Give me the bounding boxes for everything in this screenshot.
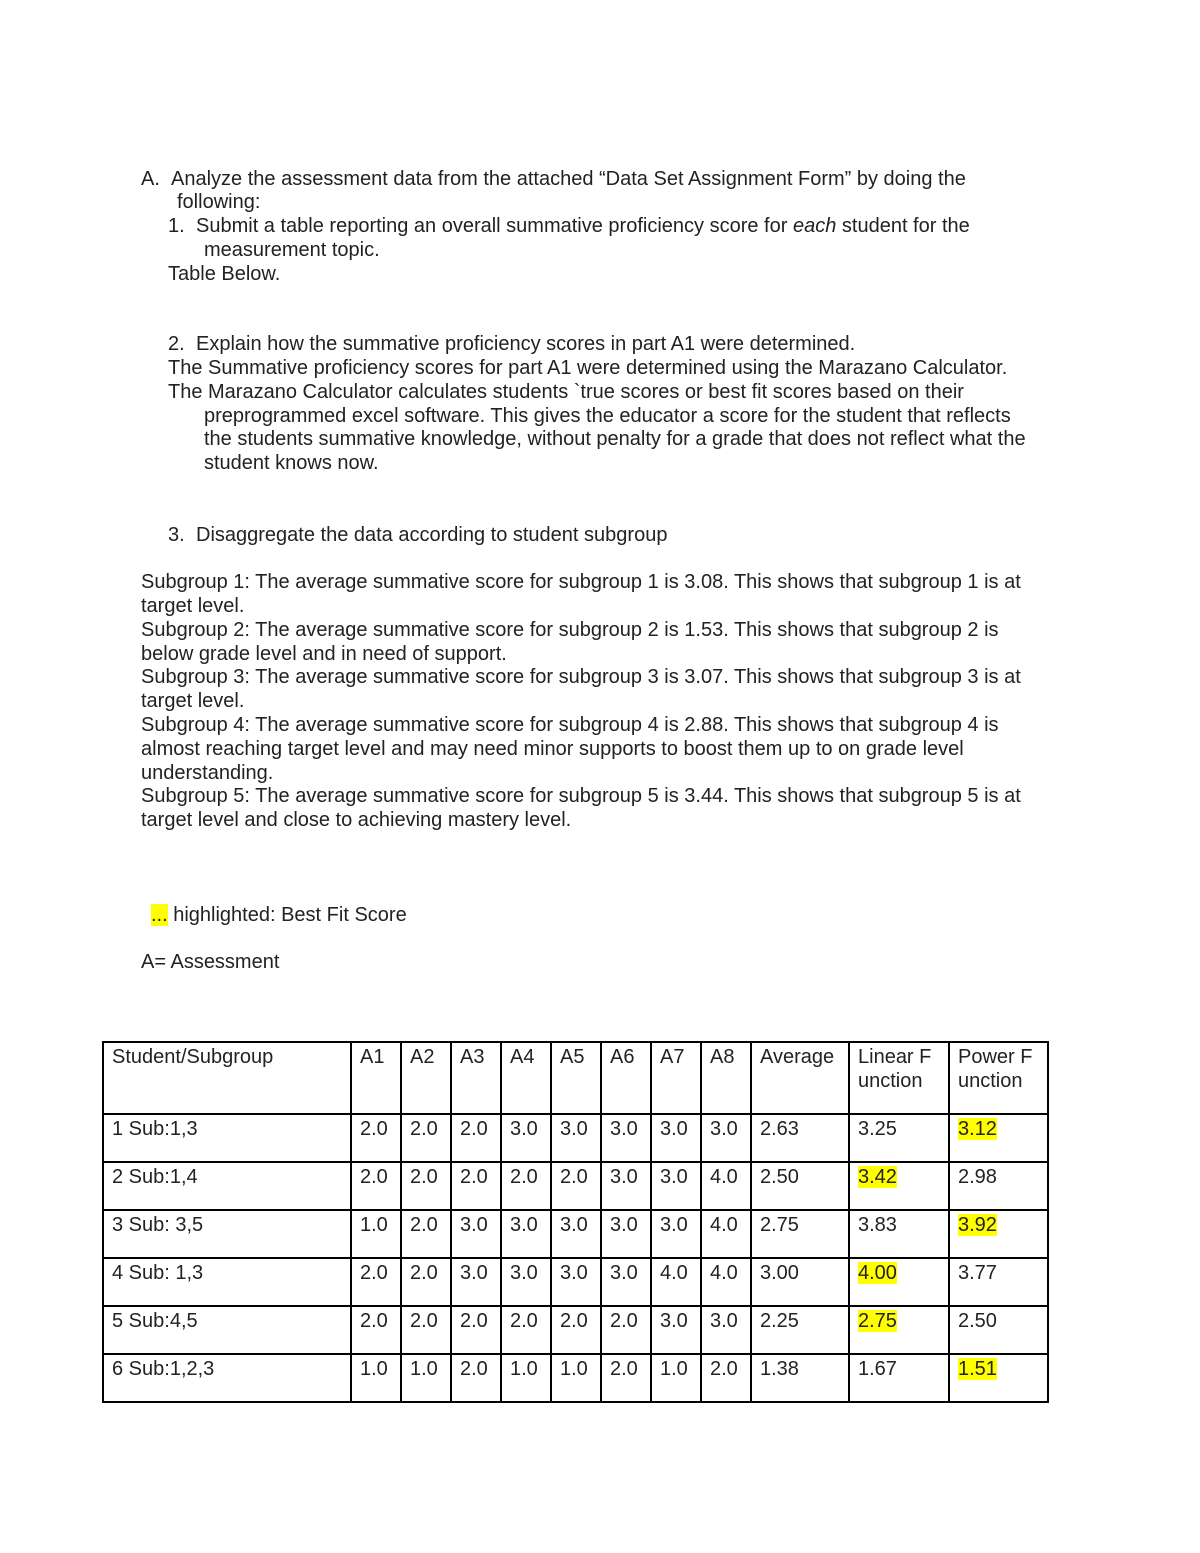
power-function-cell-value: 2.50 <box>958 1310 997 1332</box>
assessment-score-cell-value: 2.0 <box>560 1166 588 1188</box>
assessment-score-cell <box>551 1258 601 1306</box>
assessment-score-cell-value: 3.0 <box>610 1166 638 1188</box>
assessment-score-cell <box>601 1306 651 1354</box>
power-function-cell-value: 2.98 <box>958 1166 997 1188</box>
table-row <box>103 1114 1048 1162</box>
table-header-cell: A4 <box>501 1042 551 1114</box>
assessment-score-cell <box>501 1354 551 1402</box>
power-function-cell <box>949 1354 1048 1402</box>
assessment-score-cell <box>601 1258 651 1306</box>
assessment-score-cell <box>501 1162 551 1210</box>
assessment-score-cell-value: 2.0 <box>460 1166 488 1188</box>
assessment-score-cell <box>651 1162 701 1210</box>
assessment-score-cell-value: 3.0 <box>560 1262 588 1284</box>
student-cell-value: 4 Sub: 1,3 <box>112 1262 204 1284</box>
assessment-score-cell-value: 2.0 <box>360 1310 388 1332</box>
item3-question: Disaggregate the data according to student subgroup <box>196 524 668 546</box>
assessment-score-cell <box>351 1306 401 1354</box>
student-cell-value: 6 Sub:1,2,3 <box>112 1358 215 1380</box>
assessment-score-cell-value: 3.0 <box>510 1262 538 1284</box>
item1-number: 1. <box>168 215 185 237</box>
scores-table <box>102 1041 1049 1403</box>
assessment-score-cell <box>651 1114 701 1162</box>
student-cell <box>103 1162 351 1210</box>
item2-number: 2. <box>168 333 185 355</box>
table-header-cell: Power Function <box>949 1042 1048 1114</box>
linear-function-cell <box>849 1258 949 1306</box>
average-cell <box>751 1258 849 1306</box>
assessment-score-cell-value: 2.0 <box>710 1358 738 1380</box>
table-header-cell: A7 <box>651 1042 701 1114</box>
table-row <box>103 1162 1048 1210</box>
assessment-score-cell <box>351 1354 401 1402</box>
assessment-score-cell <box>701 1210 751 1258</box>
subgroup1-line1: Subgroup 1: The average summative score for subgroup 1 is 3.08. This shows that subgroup 1 is at <box>141 571 1021 593</box>
assessment-score-cell-value: 1.0 <box>510 1358 538 1380</box>
assessment-score-cell-value: 3.0 <box>460 1262 488 1284</box>
assessment-score-cell <box>351 1162 401 1210</box>
table-row <box>103 1306 1048 1354</box>
table-row <box>103 1210 1048 1258</box>
power-function-cell-value: 3.12 <box>958 1118 997 1140</box>
average-cell-value: 1.38 <box>760 1358 799 1380</box>
assessment-score-cell-value: 2.0 <box>360 1118 388 1140</box>
power-function-cell-value: 3.77 <box>958 1262 997 1284</box>
linear-function-cell-value: 3.42 <box>858 1166 897 1188</box>
assessment-score-cell <box>701 1258 751 1306</box>
assessment-score-cell <box>401 1162 451 1210</box>
assessment-score-cell <box>601 1354 651 1402</box>
assessment-score-cell <box>701 1114 751 1162</box>
average-cell-value: 2.63 <box>760 1118 799 1140</box>
item1-line1 <box>196 214 970 238</box>
table-row <box>103 1354 1048 1402</box>
linear-function-cell <box>849 1114 949 1162</box>
student-cell-value: 2 Sub:1,4 <box>112 1166 198 1188</box>
assessment-score-cell-value: 2.0 <box>560 1310 588 1332</box>
item1-emphasis: each <box>792 215 837 237</box>
assessment-score-cell-value: 3.0 <box>660 1166 688 1188</box>
assessment-score-cell <box>501 1258 551 1306</box>
assessment-score-cell <box>551 1114 601 1162</box>
assessment-score-cell <box>651 1306 701 1354</box>
assessment-score-cell <box>401 1114 451 1162</box>
table-header-cell: A8 <box>701 1042 751 1114</box>
linear-function-cell-value: 3.83 <box>858 1214 897 1236</box>
assessment-score-cell <box>401 1354 451 1402</box>
assessment-score-cell <box>651 1354 701 1402</box>
assessment-score-cell-value: 3.0 <box>460 1214 488 1236</box>
assessment-score-cell <box>451 1258 501 1306</box>
assessment-score-cell <box>601 1210 651 1258</box>
assessment-score-cell-value: 2.0 <box>410 1310 438 1332</box>
assessment-score-cell-value: 3.0 <box>660 1214 688 1236</box>
linear-function-cell-value: 1.67 <box>858 1358 897 1380</box>
student-cell <box>103 1258 351 1306</box>
assessment-score-cell-value: 3.0 <box>660 1310 688 1332</box>
assessment-score-cell <box>651 1258 701 1306</box>
item2-answer-line4: the students summative knowledge, without penalty for a grade that does not reflect what the <box>204 428 1026 450</box>
assessment-score-cell-value: 3.0 <box>510 1214 538 1236</box>
student-cell-value: 1 Sub:1,3 <box>112 1118 198 1140</box>
item2-question: Explain how the summative proficiency scores in part A1 were determined. <box>196 333 856 355</box>
assessment-score-cell-value: 4.0 <box>710 1262 738 1284</box>
assessment-score-cell <box>451 1114 501 1162</box>
average-cell <box>751 1354 849 1402</box>
assessment-score-cell-value: 3.0 <box>710 1118 738 1140</box>
average-cell <box>751 1306 849 1354</box>
subgroup1-line2: target level. <box>141 595 245 617</box>
item3-number: 3. <box>168 524 185 546</box>
table-header-cell: Student/Subgroup <box>103 1042 351 1114</box>
item2-answer-line2: The Marazano Calculator calculates students `true scores or best fit scores based on their <box>168 381 964 403</box>
average-cell-value: 2.75 <box>760 1214 799 1236</box>
average-cell <box>751 1210 849 1258</box>
assessment-score-cell-value: 2.0 <box>410 1166 438 1188</box>
assessment-score-cell <box>501 1114 551 1162</box>
assessment-score-cell-value: 2.0 <box>460 1118 488 1140</box>
power-function-cell-value: 1.51 <box>958 1358 997 1380</box>
linear-function-cell <box>849 1210 949 1258</box>
assessment-score-cell-value: 1.0 <box>360 1214 388 1236</box>
assessment-score-cell <box>551 1210 601 1258</box>
linear-function-cell-value: 2.75 <box>858 1310 897 1332</box>
student-cell-value: 3 Sub: 3,5 <box>112 1214 204 1236</box>
assessment-score-cell <box>401 1210 451 1258</box>
assessment-score-cell-value: 3.0 <box>660 1118 688 1140</box>
power-function-cell <box>949 1210 1048 1258</box>
section-a-line2: following: <box>177 191 261 213</box>
legend-line <box>151 903 407 927</box>
assessment-score-cell-value: 2.0 <box>360 1262 388 1284</box>
power-function-cell <box>949 1306 1048 1354</box>
assessment-score-cell <box>451 1210 501 1258</box>
student-cell <box>103 1210 351 1258</box>
item2-answer-line3: preprogrammed excel software. This gives the educator a score for the student that reflects <box>204 405 1011 427</box>
assessment-score-cell-value: 2.0 <box>610 1310 638 1332</box>
subgroup4-line2: almost reaching target level and may need minor supports to boost them up to on grade level <box>141 738 964 760</box>
assessment-score-cell-value: 1.0 <box>660 1358 688 1380</box>
assessment-score-cell-value: 4.0 <box>710 1214 738 1236</box>
student-cell <box>103 1354 351 1402</box>
power-function-cell <box>949 1258 1048 1306</box>
assessment-score-cell <box>551 1162 601 1210</box>
assessment-score-cell <box>501 1306 551 1354</box>
assessment-score-cell-value: 4.0 <box>710 1166 738 1188</box>
subgroup3-line2: target level. <box>141 690 245 712</box>
assessment-score-cell-value: 2.0 <box>610 1358 638 1380</box>
assessment-score-cell-value: 2.0 <box>410 1262 438 1284</box>
assessment-score-cell <box>601 1162 651 1210</box>
assessment-score-cell-value: 1.0 <box>410 1358 438 1380</box>
assessment-score-cell <box>651 1210 701 1258</box>
assessment-score-cell <box>501 1210 551 1258</box>
assessment-score-cell <box>451 1306 501 1354</box>
student-cell <box>103 1114 351 1162</box>
subgroup5-line1: Subgroup 5: The average summative score for subgroup 5 is 3.44. This shows that subgroup 5 is at <box>141 785 1021 807</box>
item1-answer: Table Below. <box>168 263 281 285</box>
linear-function-cell-value: 3.25 <box>858 1118 897 1140</box>
assessment-score-cell-value: 3.0 <box>610 1118 638 1140</box>
assessment-score-cell-value: 3.0 <box>610 1262 638 1284</box>
assessment-score-cell-value: 2.0 <box>360 1166 388 1188</box>
power-function-cell-value: 3.92 <box>958 1214 997 1236</box>
assessment-score-cell-value: 2.0 <box>410 1118 438 1140</box>
legend-highlight-marker: ... <box>151 904 168 926</box>
assessment-score-cell-value: 3.0 <box>510 1118 538 1140</box>
assessment-score-cell-value: 1.0 <box>360 1358 388 1380</box>
assessment-score-cell <box>351 1210 401 1258</box>
assessment-score-cell <box>701 1162 751 1210</box>
assessment-score-cell-value: 3.0 <box>610 1214 638 1236</box>
average-cell-value: 2.25 <box>760 1310 799 1332</box>
table-header-row <box>103 1042 1048 1114</box>
table-header-cell: A3 <box>451 1042 501 1114</box>
subgroup4-line1: Subgroup 4: The average summative score for subgroup 4 is 2.88. This shows that subgroup 4 is <box>141 714 999 736</box>
assessment-score-cell <box>551 1306 601 1354</box>
student-cell <box>103 1306 351 1354</box>
average-cell <box>751 1162 849 1210</box>
item2-answer-line5: student knows now. <box>204 452 379 474</box>
subgroup3-line1: Subgroup 3: The average summative score for subgroup 3 is 3.07. This shows that subgroup 3 is at <box>141 666 1021 688</box>
subgroup2-line1: Subgroup 2: The average summative score for subgroup 2 is 1.53. This shows that subgroup 2 is <box>141 619 999 641</box>
table-header-cell: A6 <box>601 1042 651 1114</box>
assessment-score-cell-value: 2.0 <box>410 1214 438 1236</box>
linear-function-cell <box>849 1306 949 1354</box>
linear-function-cell <box>849 1354 949 1402</box>
item1-line2: measurement topic. <box>204 239 380 261</box>
item1-text-after: student for the <box>841 215 970 237</box>
legend-text: highlighted: Best Fit Score <box>167 904 407 926</box>
assessment-score-cell-value: 2.0 <box>460 1310 488 1332</box>
item2-answer-line1: The Summative proficiency scores for part A1 were determined using the Marazano Calculator. <box>168 357 1008 379</box>
linear-function-cell-value: 4.00 <box>858 1262 897 1284</box>
assessment-score-cell-value: 3.0 <box>560 1118 588 1140</box>
assessment-score-cell <box>601 1114 651 1162</box>
subgroup2-line2: below grade level and in need of support. <box>141 643 507 665</box>
table-header-cell: A2 <box>401 1042 451 1114</box>
assessment-score-cell <box>451 1162 501 1210</box>
assessment-score-cell <box>351 1258 401 1306</box>
section-a-marker: A. <box>141 168 160 190</box>
subgroup5-line2: target level and close to achieving mastery level. <box>141 809 572 831</box>
section-a-line1: Analyze the assessment data from the attached “Data Set Assignment Form” by doing the <box>171 168 966 190</box>
assessment-score-cell-value: 3.0 <box>560 1214 588 1236</box>
assessment-score-cell <box>351 1114 401 1162</box>
assessment-score-cell-value: 4.0 <box>660 1262 688 1284</box>
linear-function-cell <box>849 1162 949 1210</box>
assessment-score-cell-value: 2.0 <box>510 1166 538 1188</box>
assessment-score-cell-value: 3.0 <box>710 1310 738 1332</box>
assessment-score-cell-value: 2.0 <box>460 1358 488 1380</box>
average-cell <box>751 1114 849 1162</box>
assessment-score-cell <box>701 1354 751 1402</box>
subgroup4-line3: understanding. <box>141 762 274 784</box>
power-function-cell <box>949 1162 1048 1210</box>
average-cell-value: 3.00 <box>760 1262 799 1284</box>
power-function-cell <box>949 1114 1048 1162</box>
table-header-cell: A1 <box>351 1042 401 1114</box>
assessment-score-cell <box>701 1306 751 1354</box>
assessment-score-cell <box>401 1258 451 1306</box>
legend-abbrev: A= Assessment <box>141 951 280 973</box>
item1-text-before: Submit a table reporting an overall summative proficiency score for <box>196 215 788 237</box>
table-header-cell: Average <box>751 1042 849 1114</box>
table-row <box>103 1258 1048 1306</box>
student-cell-value: 5 Sub:4,5 <box>112 1310 198 1332</box>
assessment-score-cell <box>401 1306 451 1354</box>
table-header-cell: Linear Function <box>849 1042 949 1114</box>
assessment-score-cell <box>551 1354 601 1402</box>
assessment-score-cell-value: 2.0 <box>510 1310 538 1332</box>
assessment-score-cell <box>451 1354 501 1402</box>
assessment-score-cell-value: 1.0 <box>560 1358 588 1380</box>
table-header-cell: A5 <box>551 1042 601 1114</box>
average-cell-value: 2.50 <box>760 1166 799 1188</box>
